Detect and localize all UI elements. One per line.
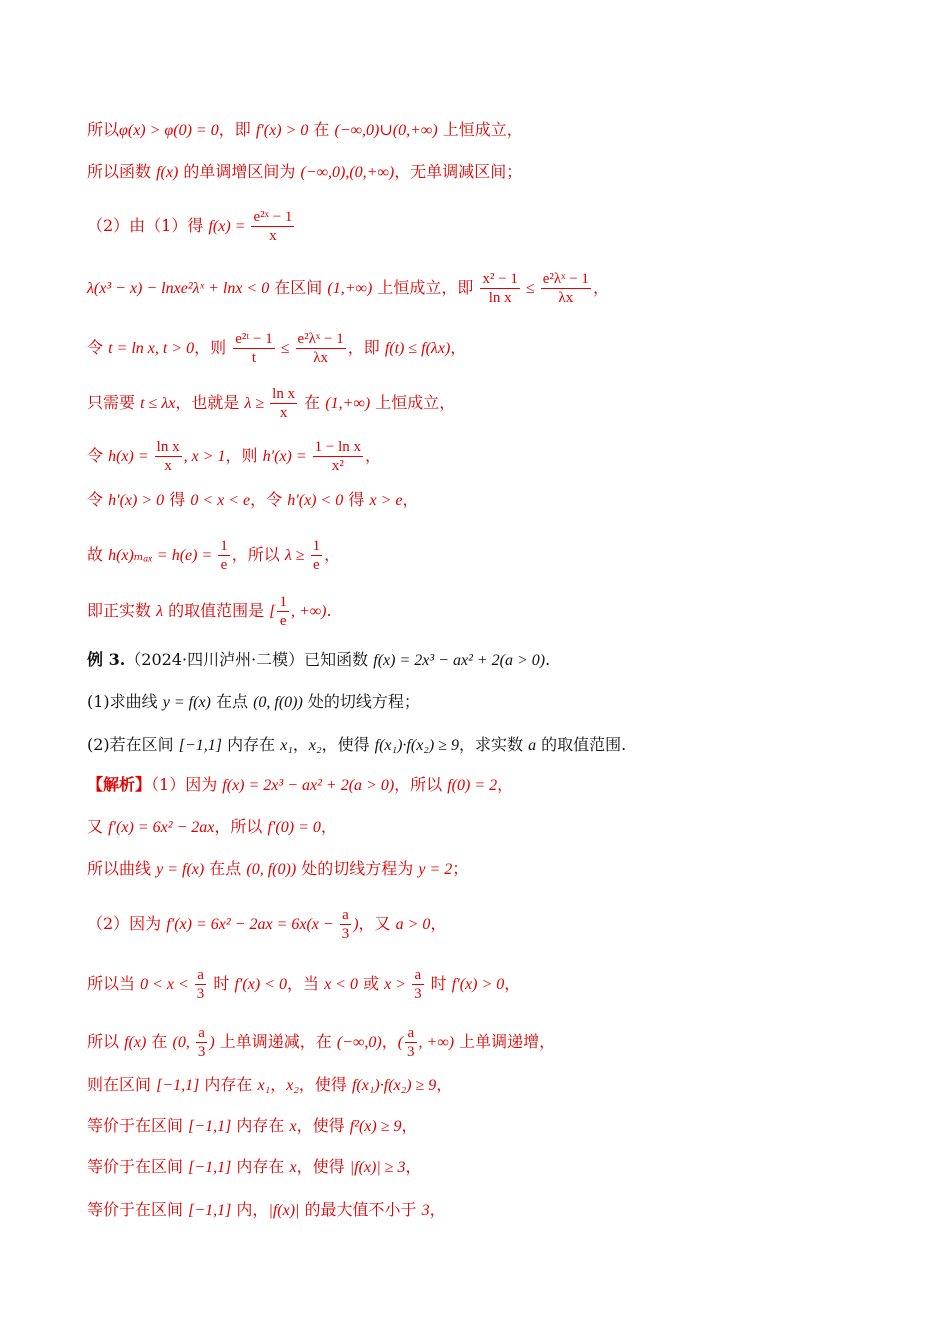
- math-expression: x₁: [280, 737, 293, 754]
- text-span: ，令: [250, 490, 288, 509]
- math-expression: [: [269, 603, 276, 620]
- fraction-denominator: 3: [414, 986, 422, 1002]
- fraction-numerator: e²λˣ − 1: [542, 271, 589, 287]
- math-expression: f(0) = 2: [447, 777, 498, 794]
- text-span: ，: [592, 278, 609, 297]
- text-span: 所以曲线: [87, 859, 157, 878]
- fraction: [405, 1024, 417, 1061]
- text-span: ，使得: [298, 1075, 352, 1094]
- math-expression: (−∞,0): [336, 1034, 382, 1051]
- fraction: [251, 208, 294, 245]
- text-span: 上单调递增，: [454, 1032, 556, 1051]
- fraction-denominator: e: [312, 557, 320, 573]
- text-span: 得: [343, 490, 370, 509]
- fraction-numerator: a: [196, 1024, 208, 1043]
- math-expression: [−1,1]: [188, 1118, 232, 1135]
- text-span: 内存在: [222, 735, 281, 754]
- fraction-numerator: a: [195, 966, 207, 985]
- text-span: ，即: [347, 338, 385, 357]
- math-expression: x: [289, 1118, 297, 1135]
- math-expression: y = f(x): [162, 694, 211, 711]
- text-span: ，又: [358, 914, 396, 933]
- text-span: ，所以: [214, 817, 268, 836]
- fraction-numerator: 1: [312, 538, 321, 554]
- math-expression: a: [528, 737, 537, 754]
- math-expression: t = ln x, t > 0: [108, 340, 195, 357]
- text-span: 上恒成立，即: [372, 278, 479, 297]
- math-expression: [−1,1]: [178, 737, 223, 754]
- text-span: ，无单调减区间；: [394, 162, 523, 181]
- text-span: ，所以: [394, 775, 448, 794]
- text-span: 在: [299, 393, 326, 412]
- fraction-denominator: λx: [558, 290, 574, 306]
- math-expression: f(x): [124, 1034, 147, 1051]
- math-expression: y = 2: [418, 861, 453, 878]
- text-span: 在: [308, 120, 335, 139]
- text-span: ，即: [218, 120, 256, 139]
- math-expression: λ ≥: [284, 547, 309, 564]
- text-span: 内，: [231, 1200, 269, 1219]
- math-expression: 0 < x <: [140, 976, 193, 993]
- text-span: ，使得: [321, 735, 375, 754]
- fraction-numerator: e²λˣ − 1: [297, 331, 344, 347]
- text-span: （2）因为: [87, 914, 167, 933]
- text-span: 又: [87, 817, 109, 836]
- math-expression: f(x₁)·f(x₂) ≥ 9: [351, 1077, 437, 1094]
- text-span: 或: [357, 974, 385, 993]
- fraction-numerator: e²ˣ − 1: [253, 209, 293, 225]
- math-expression: (−∞,0)∪(0,+∞): [334, 122, 438, 139]
- text-line-l6: [87, 385, 890, 422]
- math-expression: f′(x) < 0: [234, 976, 287, 993]
- text-line-l14: [87, 773, 890, 798]
- math-expression: f′(0) = 0: [267, 819, 321, 836]
- fraction: [218, 537, 230, 574]
- text-span: ，则: [194, 338, 232, 357]
- text-span: ，使得: [296, 1116, 350, 1135]
- math-expression: h′(x) =: [262, 448, 311, 465]
- math-expression: f(x): [156, 164, 179, 181]
- text-span: 令: [87, 446, 109, 465]
- math-expression: λ: [156, 603, 164, 620]
- math-expression: x < 0: [324, 976, 358, 993]
- math-expression: x > e: [369, 492, 403, 509]
- text-span: ，: [429, 1200, 446, 1219]
- text-span: 上恒成立，: [437, 120, 523, 139]
- text-line-l15: [87, 815, 890, 840]
- text-span: （2024·四川泸州·二模）已知函数: [125, 650, 374, 669]
- text-span: ，使得: [296, 1157, 350, 1176]
- math-expression: f′(x) = 6x² − 2ax = 6x(x −: [166, 916, 338, 933]
- math-expression: f²(x) ≥ 9: [349, 1118, 402, 1135]
- fraction: [155, 438, 182, 475]
- math-expression: [−1,1]: [156, 1077, 200, 1094]
- text-span: ，: [365, 446, 382, 465]
- text-line-l9: [87, 537, 890, 574]
- math-expression: |f(x)|: [268, 1202, 300, 1219]
- text-span: 内存在: [231, 1157, 290, 1176]
- text-span: 的取值范围.: [536, 735, 627, 754]
- text-line-l4: [87, 270, 890, 307]
- text-span: 只需要: [87, 393, 141, 412]
- text-span: 上单调递减，在: [214, 1032, 337, 1051]
- text-span: 所以函数: [87, 162, 157, 181]
- text-line-l18: [87, 966, 890, 1003]
- math-expression: (1,+∞): [325, 395, 371, 412]
- text-line-l19: [87, 1024, 890, 1061]
- fraction-denominator: x: [164, 458, 172, 474]
- text-span: (2)若在区间: [87, 735, 179, 754]
- math-expression: λ ≥: [244, 395, 269, 412]
- fraction-denominator: 3: [407, 1044, 415, 1060]
- text-span: 在点: [204, 859, 247, 878]
- math-expression: , +∞): [418, 1034, 455, 1051]
- fraction-denominator: e: [279, 613, 287, 629]
- text-line-l8: [87, 488, 890, 513]
- text-span: 的最大值不小于: [299, 1200, 422, 1219]
- fraction-numerator: ln x: [156, 439, 180, 455]
- math-expression: 3: [421, 1202, 430, 1219]
- text-line-l3: [87, 208, 890, 245]
- math-expression: h′(x) < 0: [287, 492, 344, 509]
- math-expression: x: [289, 1159, 297, 1176]
- math-expression: (0, f(0)): [246, 861, 297, 878]
- text-span: 令: [87, 490, 109, 509]
- text-span: 在点: [210, 692, 254, 711]
- math-expression: [−1,1]: [188, 1159, 232, 1176]
- text-line-l7: [87, 438, 890, 475]
- fraction-denominator: e: [220, 557, 228, 573]
- text-span: 所以: [87, 1032, 125, 1051]
- text-span: 在区间: [269, 278, 328, 297]
- text-span: ，: [450, 338, 467, 357]
- text-span: ，当: [286, 974, 325, 993]
- fraction-numerator: a: [340, 906, 352, 925]
- math-expression: f(x) = 2x³ − ax² + 2(a > 0): [373, 652, 546, 669]
- fraction-numerator: ln x: [272, 386, 296, 402]
- fraction-denominator: 3: [197, 1044, 206, 1060]
- text-span: 时: [208, 974, 235, 993]
- text-span: （2）由（1）得: [87, 216, 209, 235]
- math-expression: f′(x) = 6x² − 2ax: [108, 819, 215, 836]
- fraction-numerator: 1: [279, 594, 287, 610]
- fraction: [277, 593, 289, 630]
- fraction-denominator: ln x: [488, 290, 512, 306]
- text-line-l21: [87, 1114, 890, 1139]
- math-expression: ≤: [276, 340, 294, 357]
- math-expression: f′(x) > 0: [451, 976, 505, 993]
- math-expression: λ(x³ − x) − lnxe²λˣ + lnx < 0: [87, 280, 270, 297]
- text-span: ；: [452, 859, 469, 878]
- text-span: ，: [292, 735, 309, 754]
- text-span: ，: [381, 1032, 398, 1051]
- math-expression: (−∞,0),(0,+∞): [300, 164, 395, 181]
- text-line-l23: [87, 1198, 890, 1223]
- text-span: ，所以: [231, 545, 285, 564]
- math-expression: f(x) =: [208, 218, 250, 235]
- bold-label: 【解析】: [87, 775, 152, 794]
- text-span: 在: [146, 1032, 173, 1051]
- math-expression: 0 < x < e: [190, 492, 251, 509]
- text-line-l16: [87, 857, 890, 882]
- text-span: ，: [401, 1116, 418, 1135]
- fraction: [296, 330, 346, 367]
- math-expression: (: [397, 1034, 404, 1051]
- text-line-l11: [87, 648, 890, 673]
- text-span: ，: [405, 1157, 422, 1176]
- text-line-l13: [87, 733, 890, 758]
- text-span: ，求实数: [458, 735, 529, 754]
- fraction-numerator: 1: [220, 538, 228, 554]
- text-span: 时: [425, 974, 452, 993]
- fraction: [412, 966, 424, 1003]
- math-expression: [−1,1]: [188, 1202, 232, 1219]
- math-expression: h(x) =: [108, 448, 153, 465]
- text-span: ，: [320, 817, 337, 836]
- text-span: ，: [504, 974, 521, 993]
- text-span: 即正实数: [87, 601, 157, 620]
- math-expression: (0,: [172, 1034, 194, 1051]
- text-span: （1）因为: [151, 775, 223, 794]
- fraction-denominator: 3: [341, 926, 350, 942]
- fraction: [311, 537, 323, 574]
- text-span: ，: [270, 1075, 287, 1094]
- text-span: 所以当: [87, 974, 141, 993]
- math-expression: f(t) ≤ f(λx): [384, 340, 451, 357]
- text-span: ，: [436, 1075, 453, 1094]
- math-expression: (0, f(0)): [253, 694, 303, 711]
- math-expression: , +∞): [290, 603, 327, 620]
- text-span: 则在区间: [87, 1075, 157, 1094]
- text-line-l20: [87, 1073, 890, 1098]
- text-span: 令: [87, 338, 109, 357]
- text-line-l17: [87, 906, 890, 943]
- fraction: [196, 1024, 208, 1061]
- math-expression: f(x₁)·f(x₂) ≥ 9: [374, 737, 459, 754]
- text-span: ，: [324, 545, 341, 564]
- math-expression: ): [209, 1034, 215, 1051]
- text-line-l1: [87, 118, 890, 143]
- math-expression: , x > 1: [183, 448, 226, 465]
- text-line-l2: [87, 160, 890, 185]
- text-span: 故: [87, 545, 109, 564]
- fraction: [195, 966, 207, 1003]
- fraction-numerator: 1 − ln x: [314, 439, 362, 455]
- text-span: 的取值范围是: [163, 601, 270, 620]
- math-expression: ): [353, 916, 359, 933]
- fraction-denominator: x²: [331, 458, 344, 474]
- math-expression: x₂: [286, 1077, 299, 1094]
- text-span: 处的切线方程；: [302, 692, 420, 711]
- text-span: 处的切线方程为: [296, 859, 419, 878]
- fraction: [480, 270, 519, 307]
- text-span: 内存在: [199, 1075, 258, 1094]
- math-expression: x₂: [308, 737, 322, 754]
- text-span: 等价于在区间: [87, 1200, 189, 1219]
- fraction: [541, 270, 591, 307]
- text-line-l12: [87, 690, 890, 715]
- bold-label: 例 3.: [87, 650, 126, 669]
- fraction: [340, 906, 352, 943]
- text-line-l22: [87, 1155, 890, 1180]
- text-span: (1)求曲线: [87, 692, 163, 711]
- fraction: [233, 330, 275, 367]
- text-span: ，也就是: [175, 393, 245, 412]
- math-expression: x₁: [257, 1077, 271, 1094]
- text-span: ，则: [225, 446, 263, 465]
- fraction-numerator: x² − 1: [482, 271, 518, 287]
- fraction: [313, 438, 363, 475]
- math-expression: (1,+∞): [327, 280, 373, 297]
- fraction-denominator: t: [251, 350, 257, 366]
- math-expression: y = f(x): [156, 861, 205, 878]
- fraction-numerator: a: [412, 966, 424, 985]
- text-span: 上恒成立，: [370, 393, 456, 412]
- text-line-l10: [87, 593, 890, 630]
- fraction-denominator: x: [269, 228, 277, 244]
- math-expression: ≤: [521, 280, 539, 297]
- fraction: [270, 385, 297, 422]
- math-expression: |f(x)| ≥ 3: [349, 1159, 406, 1176]
- math-expression: x >: [384, 976, 411, 993]
- text-span: 所以: [87, 120, 120, 139]
- fraction-denominator: λx: [313, 350, 328, 366]
- text-span: .: [326, 601, 332, 620]
- text-span: .: [545, 650, 551, 669]
- text-span: ，: [402, 490, 419, 509]
- text-span: 等价于在区间: [87, 1157, 189, 1176]
- text-span: ，: [430, 914, 447, 933]
- fraction-denominator: 3: [196, 986, 205, 1002]
- text-span: 的单调增区间为: [178, 162, 301, 181]
- text-span: ，: [497, 775, 514, 794]
- text-span: 内存在: [231, 1116, 290, 1135]
- math-expression: h(x)ₘₐₓ = h(e) =: [108, 547, 217, 564]
- text-span: 得: [164, 490, 191, 509]
- math-expression: f(x) = 2x³ − ax² + 2(a > 0): [222, 777, 395, 794]
- math-expression: φ(x) > φ(0) = 0: [119, 122, 219, 139]
- math-expression: t ≤ λx: [140, 395, 176, 412]
- math-expression: a > 0: [395, 916, 431, 933]
- fraction-numerator: e²ᵗ − 1: [235, 331, 273, 347]
- fraction-denominator: x: [279, 405, 288, 421]
- text-span: 等价于在区间: [87, 1116, 189, 1135]
- text-line-l5: [87, 330, 890, 367]
- fraction-numerator: a: [405, 1024, 417, 1043]
- math-expression: h′(x) > 0: [108, 492, 165, 509]
- math-expression: f′(x) > 0: [255, 122, 309, 139]
